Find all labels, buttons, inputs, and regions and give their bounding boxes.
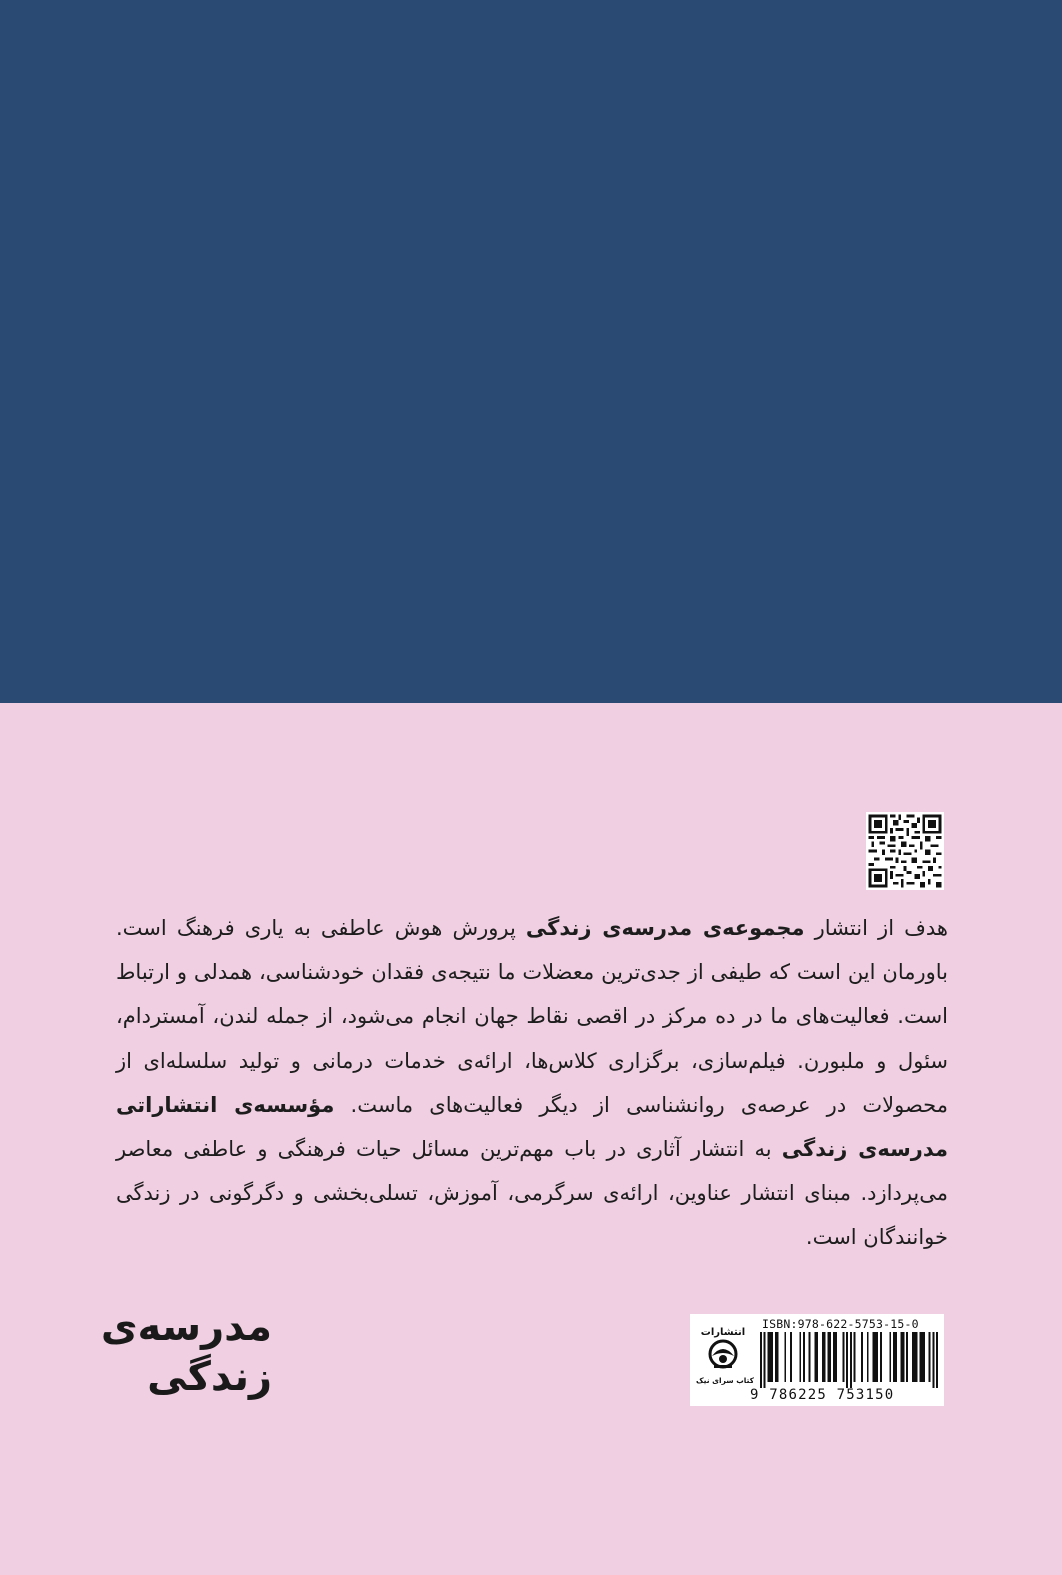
barcode-digits: 9 786225 753150: [750, 1387, 895, 1403]
barcode-bar: [790, 1332, 792, 1382]
barcode-bar: [829, 1332, 831, 1382]
isbn-barcode-panel: [690, 1314, 944, 1406]
barcode-bar: [764, 1332, 766, 1388]
barcode-bar: [816, 1332, 818, 1382]
barcode-bar: [914, 1332, 916, 1382]
barcode-bar: [850, 1332, 852, 1388]
barcode-bar: [936, 1332, 938, 1388]
logo-line-1: مدرسه‌ی: [100, 1304, 272, 1350]
barcode-bar: [835, 1332, 837, 1382]
barcode-bar: [833, 1332, 835, 1382]
barcode-bar: [876, 1332, 878, 1382]
barcode-bar: [874, 1332, 876, 1382]
isbn-label: ISBN:978-622-5753-15-0: [762, 1317, 919, 1331]
top-color-band: [0, 0, 1062, 703]
barcode-bars: [760, 1332, 938, 1388]
barcode-bar: [842, 1332, 844, 1382]
publisher-institute-name: مؤسسه‌ی انتشاراتی مدرسه‌ی زندگی: [116, 1092, 949, 1162]
blurb-text-2: پرورش هوش عاطفی به یاری فرهنگ است. باورمان این است که طیفی از جدی‌ترین معضلات ما نتیجه‌ی فقدان خودشناسی، همدلی و ارتباط است. فعالیت‌های ما در ده مرکز در اقصی نقاط جهان انجام می‌شود، از جمله لندن، آمستردام، سئول و ملبورن. فیلم‌سازی، برگزاری کلاس‌ها، ارائه‌ی خدمات درمانی و تولید سلسله‌ای از محصولات در عرصه‌ی روانشناسی از دیگر فعالیت‌های ماست.: [116, 916, 948, 1117]
barcode-bar: [872, 1332, 874, 1382]
barcode-bar: [760, 1332, 762, 1388]
barcode-bar: [827, 1332, 829, 1382]
publisher-name: کتاب سرای نیک: [695, 1376, 755, 1385]
blurb-text-1: هدف از انتشار: [804, 916, 949, 940]
barcode-bar: [854, 1332, 856, 1382]
barcode-bar: [919, 1332, 921, 1382]
barcode-bar: [923, 1332, 925, 1382]
logo-line-2: زندگی: [147, 1354, 272, 1400]
barcode-bar: [902, 1332, 904, 1382]
barcode-bar: [809, 1332, 811, 1382]
barcode-bar: [771, 1332, 773, 1382]
barcode-bar: [769, 1332, 771, 1382]
publisher-emblem-icon: [694, 1322, 752, 1382]
publisher-logo: [694, 1322, 755, 1394]
barcode-bar: [775, 1332, 777, 1382]
barcode-bar: [767, 1332, 769, 1382]
series-name: مجموعه‌ی مدرسه‌ی زندگی: [525, 916, 805, 940]
publisher-top-label: انتشارات: [700, 1327, 746, 1338]
blurb-text-3: به انتشار آثاری در باب مهم‌ترین مسائل حیات فرهنگی و عاطفی معاصر می‌پردازد. مبنای انتشار عناوین، ارائه‌ی سرگرمی، آموزش، تسلی‌بخشی و دگرگونی در زندگی خوانندگان است.: [116, 1137, 948, 1250]
barcode-bar: [814, 1332, 816, 1382]
barcode-bar: [929, 1332, 931, 1382]
school-of-life-logo: [100, 1302, 272, 1422]
barcode-bar: [906, 1332, 908, 1382]
qr-code-icon[interactable]: [866, 812, 944, 890]
barcode-bar: [824, 1332, 826, 1382]
barcode-bar: [846, 1332, 848, 1388]
barcode-bar: [784, 1332, 786, 1382]
barcode-bar: [777, 1332, 779, 1382]
barcode-bar: [889, 1332, 891, 1382]
barcode-bar: [932, 1332, 934, 1388]
barcode-bar: [916, 1332, 918, 1382]
barcode-bar: [912, 1332, 914, 1382]
back-cover-blurb: [116, 906, 948, 1260]
barcode-bar: [893, 1332, 895, 1382]
barcode-bar: [880, 1332, 882, 1382]
barcode-bar: [867, 1332, 869, 1382]
barcode-bar: [799, 1332, 801, 1382]
barcode-bar: [803, 1332, 805, 1382]
barcode-bar: [822, 1332, 824, 1382]
barcode-bar: [901, 1332, 903, 1382]
barcode-bar: [895, 1332, 897, 1382]
barcode-bar: [861, 1332, 863, 1382]
barcode-bar: [921, 1332, 923, 1382]
